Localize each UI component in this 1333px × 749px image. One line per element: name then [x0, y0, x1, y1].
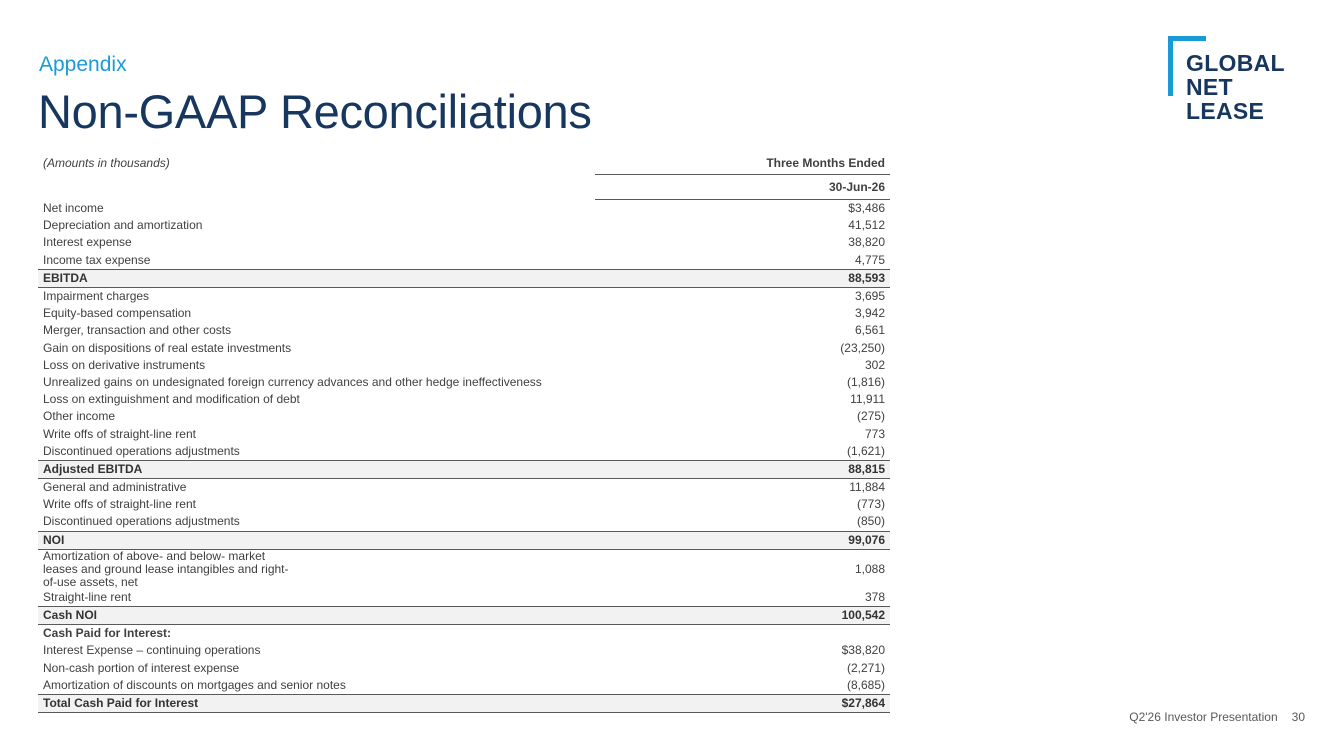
row-label: Discontinued operations adjustments: [43, 514, 240, 529]
table-header-row: [38, 152, 890, 175]
footer: [1115, 710, 1305, 724]
row-label: Income tax expense: [43, 252, 151, 267]
row-value: 302: [864, 357, 885, 372]
row-label: Equity-based compensation: [43, 306, 192, 321]
table-row: [38, 408, 890, 425]
row-value: 11,911: [850, 392, 885, 407]
table-row: [38, 589, 890, 607]
section-label: Appendix: [39, 53, 127, 76]
subtotal-row: [38, 269, 890, 287]
row-label: Impairment charges: [43, 289, 150, 304]
row-value: 99,076: [595, 531, 890, 549]
row-label: NOI: [38, 531, 595, 549]
row-value: (850): [856, 514, 885, 529]
row-label: Net income: [43, 200, 104, 215]
table-date-row: [38, 175, 890, 200]
table-row: [38, 496, 890, 513]
row-label: Interest expense: [43, 235, 132, 250]
row-label: Depreciation and amortization: [43, 218, 203, 233]
row-value: 4,775: [854, 252, 885, 267]
company-logo: [1168, 36, 1308, 126]
page-number: 30: [1291, 710, 1305, 724]
row-value: 38,820: [848, 235, 885, 250]
table-row: [38, 443, 890, 461]
row-value: 1,088: [854, 561, 885, 576]
table-row: [38, 305, 890, 322]
row-value: 41,512: [848, 218, 885, 233]
row-label: Straight-line rent: [43, 589, 132, 604]
row-label: Discontinued operations adjustments: [43, 443, 240, 458]
row-value: 88,815: [595, 460, 890, 478]
row-label: General and administrative: [43, 480, 187, 495]
subtotal-row: [38, 694, 890, 712]
row-label: Loss on extinguishment and modification of debt: [43, 392, 300, 407]
row-label: Write offs of straight-line rent: [43, 497, 196, 512]
row-value: 3,695: [854, 289, 885, 304]
table-row: [38, 479, 890, 497]
row-value: $27,864: [595, 694, 890, 712]
row-label: Non-cash portion of interest expense: [43, 660, 240, 675]
table-row: [38, 513, 890, 531]
row-value: 100,542: [595, 606, 890, 624]
table-row: [38, 234, 890, 251]
row-value: (275): [856, 409, 885, 424]
logo-wordmark: [1186, 51, 1285, 123]
logo-line: GLOBAL: [1186, 50, 1285, 76]
subtotal-row: [38, 531, 890, 549]
table-row: [38, 200, 890, 218]
logo-line: NET: [1186, 74, 1233, 100]
row-value: (8,685): [846, 677, 885, 692]
row-value: 378: [864, 589, 885, 604]
row-label: Write offs of straight-line rent: [43, 426, 196, 441]
presentation-name: Q2'26 Investor Presentation: [1129, 710, 1278, 724]
row-value: (2,271): [846, 660, 885, 675]
row-value: (1,816): [846, 374, 885, 389]
table-row: [38, 287, 890, 305]
logo-accent-vertical: [1168, 36, 1173, 96]
row-value: (1,621): [846, 443, 885, 458]
row-value: $3,486: [848, 201, 885, 216]
period-date: 30-Jun-26: [595, 175, 890, 200]
table-row: [38, 625, 890, 643]
reconciliation-table: [38, 152, 890, 713]
row-label: Amortization of discounts on mortgages and senior notes: [43, 677, 346, 692]
row-value: 3,942: [854, 306, 885, 321]
page-title: Non-GAAP Reconciliations: [38, 85, 592, 138]
subtotal-row: [38, 606, 890, 624]
row-value: [595, 625, 890, 643]
row-label: Gain on dispositions of real estate investments: [43, 340, 292, 355]
row-label: Other income: [43, 409, 116, 424]
units-note: (Amounts in thousands): [43, 155, 170, 170]
table-row: [38, 357, 890, 374]
subtotal-row: [38, 460, 890, 478]
table-row: [38, 374, 890, 391]
table-row: [38, 322, 890, 339]
table-row: [38, 642, 890, 659]
table-row: [38, 391, 890, 408]
table-row: [38, 252, 890, 270]
period-header: Three Months Ended: [595, 152, 890, 175]
logo-accent-horizontal: [1168, 36, 1206, 41]
table-row: [38, 340, 890, 357]
row-value: $38,820: [841, 643, 885, 658]
table-row: [38, 677, 890, 695]
table-row: [38, 425, 890, 442]
row-label: Cash NOI: [38, 606, 595, 624]
logo-line: LEASE: [1186, 98, 1265, 124]
row-label: EBITDA: [38, 269, 595, 287]
row-label: Loss on derivative instruments: [43, 357, 206, 372]
row-label: Adjusted EBITDA: [38, 460, 595, 478]
row-label: Total Cash Paid for Interest: [38, 694, 595, 712]
table-row: [38, 660, 890, 677]
row-label: Interest Expense – continuing operations: [43, 643, 261, 658]
row-value: 773: [864, 426, 885, 441]
row-label: Amortization of above- and below- market leases and ground lease intangibles and right-of-use assets, net: [43, 548, 289, 589]
row-label: Cash Paid for Interest:: [43, 626, 172, 641]
row-value: 6,561: [854, 323, 885, 338]
table-row: [38, 217, 890, 234]
row-label: Merger, transaction and other costs: [43, 323, 232, 338]
row-value: 11,884: [849, 480, 885, 495]
table-row: [38, 549, 890, 589]
row-label: Unrealized gains on undesignated foreign currency advances and other hedge ineffectiveness: [43, 374, 542, 389]
row-value: (23,250): [840, 340, 885, 355]
row-value: (773): [856, 497, 885, 512]
row-value: 88,593: [595, 269, 890, 287]
